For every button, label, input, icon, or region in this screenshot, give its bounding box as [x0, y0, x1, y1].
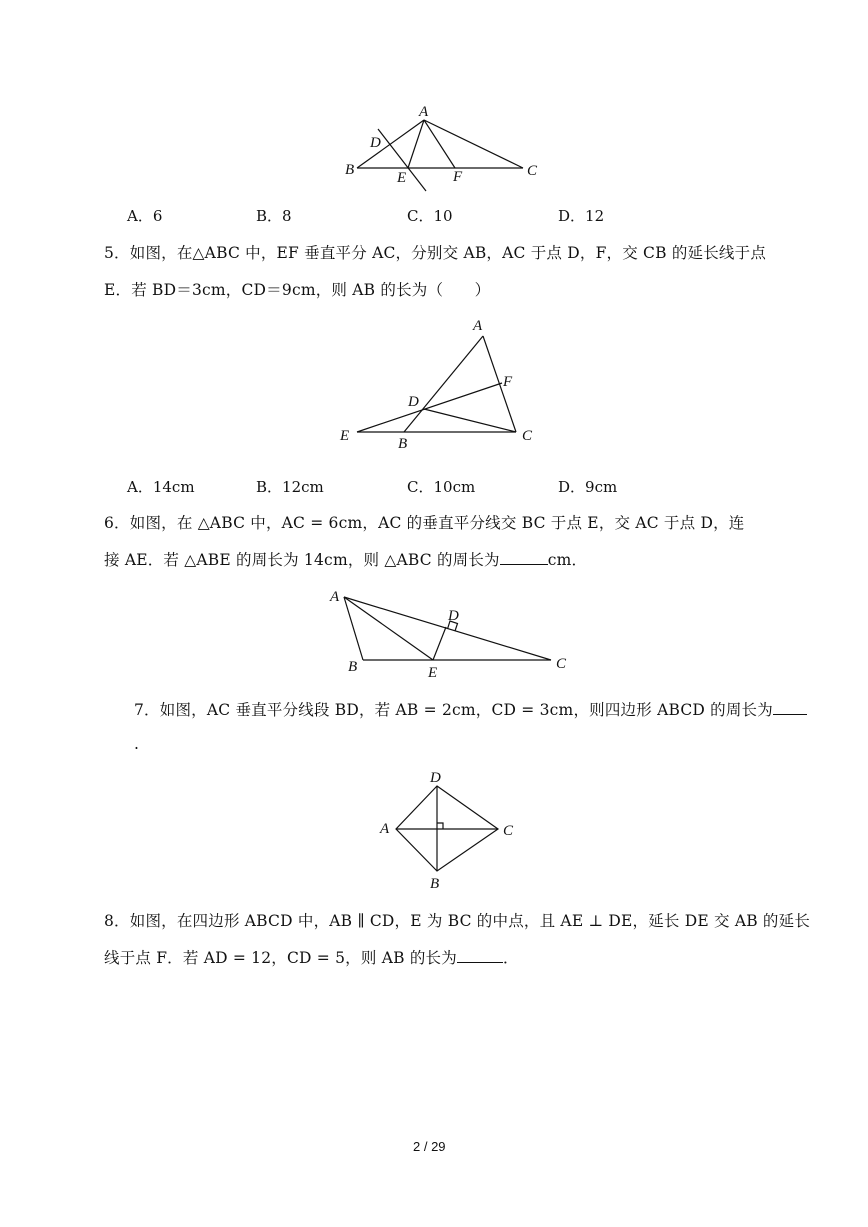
fig6-label-c: C	[556, 656, 567, 672]
fig7-label-a: A	[380, 821, 390, 837]
fig4-label-b: B	[345, 162, 355, 178]
fig6-label-d: D	[448, 608, 459, 624]
q8-text-line1: 8．如图，在四边形 ABCD 中，AB ∥ CD，E 为 BC 的中点，且 AE ⊥ DE，延长 DE 交 AB 的延长	[104, 912, 811, 930]
q4-option-a: A．6	[127, 207, 163, 225]
fig5-label-a: A	[473, 318, 483, 334]
q7-text-line2: .	[134, 735, 140, 753]
fig5-label-f: F	[503, 374, 513, 390]
q5-option-c: C．10cm	[407, 478, 476, 496]
q6-text-line1: 6．如图，在 △ABC 中，AC = 6cm，AC 的垂直平分线交 BC 于点 E，交 AC 于点 D，连	[104, 514, 745, 532]
fig4-label-e: E	[397, 170, 407, 186]
q5-text-line1: 5．如图，在△ABC 中，EF 垂直平分 AC，分别交 AB，AC 于点 D，F，交 CB 的延长线于点	[104, 244, 767, 262]
fig5-label-e: E	[340, 428, 350, 444]
q5-text-line2: E．若 BD＝3cm，CD＝9cm，则 AB 的长为（ ）	[104, 281, 491, 299]
q7-line1-pre: 7．如图，AC 垂直平分线段 BD，若 AB = 2cm，CD = 3cm，则四边形 ABCD 的周长为	[134, 701, 773, 719]
fig7-label-d: D	[430, 770, 441, 786]
q8-line2-pre: 线于点 F．若 AD = 12，CD = 5，则 AB 的长为	[104, 949, 457, 967]
q8-text-line2	[104, 946, 519, 968]
q5-option-a: A．14cm	[127, 478, 195, 496]
page-number: 2 / 29	[413, 1139, 446, 1154]
fig4-label-c: C	[527, 163, 538, 179]
q6-line2-post: cm．	[547, 551, 588, 569]
fig6-label-a: A	[330, 589, 340, 605]
q4-option-b: B．8	[256, 207, 292, 225]
fig6-label-e: E	[428, 665, 438, 681]
q5-option-b: B．12cm	[256, 478, 324, 496]
fig5-label-b: B	[398, 436, 408, 452]
q6-line2-pre: 接 AE．若 △ABE 的周长为 14cm，则 △ABC 的周长为	[104, 551, 500, 569]
fig4-label-d: D	[370, 135, 381, 151]
q8-answer-blank	[457, 961, 503, 963]
fig6-label-b: B	[348, 659, 358, 675]
fig5-label-c: C	[522, 428, 533, 444]
fig4-label-a: A	[419, 104, 429, 120]
q8-line2-post: ．	[502, 949, 519, 967]
fig7-label-c: C	[503, 823, 514, 839]
q4-option-c: C．10	[407, 207, 453, 225]
fig4-label-f: F	[453, 169, 463, 185]
q5-option-d: D．9cm	[558, 478, 618, 496]
fig7-label-b: B	[430, 876, 440, 892]
q4-option-d: D．12	[558, 207, 605, 225]
fig5-label-d: D	[408, 394, 419, 410]
